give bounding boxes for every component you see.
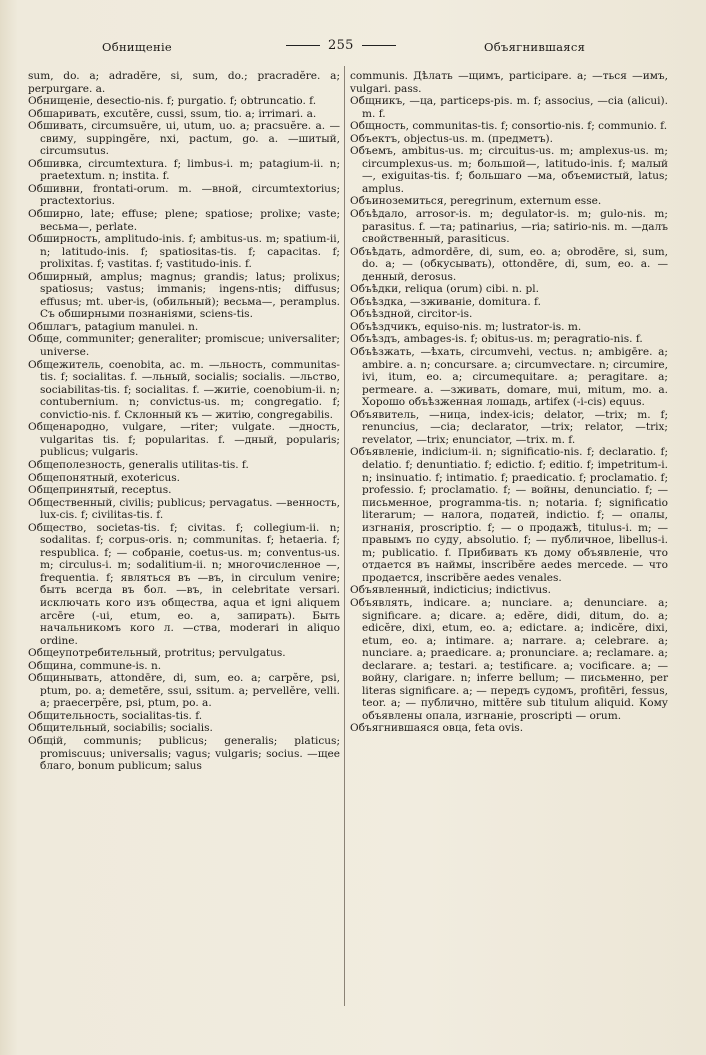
dictionary-entry: Общепринятый, receptus. <box>28 484 172 497</box>
header-rule-right <box>362 45 396 46</box>
dictionary-entry: Обшаривать, excutĕre, cussi, ssum, tio. a; irrimari. a. <box>28 107 317 120</box>
dictionary-entry: Объѣзжать, —ѣхать, circumvehi, vectus. n; ambigēre. a; ambire. a. n; concursare. a; circumvectare. n; circumire, ivi, itum, eo. a; circumequitare. a; peragitare. a; permeare. a. —зживать, domare, mui, mitum, mo. a. Хорошо объѣзженная лошадь, artifex (-i-cis) equus. <box>350 346 668 409</box>
dictionary-entry: Общежитель, coenobita, ac. m. —льность, communitas-tis. f; socialitas. f. —льный, socialis; socialis. —льство, sociabilitas-tis. f; socialitas. f. —житіе, coenobium-ii. n; contubernium. n; convictus-us. m; congregatio. f; convictio-nis. f. Склонный къ — житію, congregabilis. <box>28 358 340 421</box>
header-left-word: Обнищеніе <box>102 40 173 54</box>
dictionary-entry: Объѣдать, admordēre, di, sum, eo. a; obrodēre, si, sum, do. a; — (обкусывать), ottondēre, di, sum, eo. a. —денный, derosus. <box>350 245 668 283</box>
dictionary-entry: Обшивать, circumsuĕre, ui, utum, uo. a; pracsuĕre. a. — свиму, suppingĕre, nxi, pactum, go. a. —шитый, circumsutus. <box>28 120 340 158</box>
dictionary-entry: Объиноземиться, peregrinum, externum esse. <box>350 195 602 208</box>
dictionary-entry: Общій, communis; publicus; generalis; platicus; promiscuus; universalis; vagus; vulgaris; socius. —щее благо, bonum publicum; salus <box>28 734 340 773</box>
dictionary-entry: Общинывать, attondēre, di, sum, eo. a; carpĕre, psi, ptum, po. a; demetĕre, ssui, ssitum. a; pervellĕre, velli. a; praecerpĕre, psi, ptum, po. a. <box>28 672 340 710</box>
dictionary-entry: Объягнившаяся овца, feta ovis. <box>350 722 524 735</box>
dictionary-entry: Объѣздка, —зживаніе, domitura. f. <box>350 295 541 308</box>
page-header <box>0 38 706 58</box>
dictionary-entry: Общеполезность, generalis utilitas-tis. f. <box>28 458 249 471</box>
dictionary-entry: Общенародно, vulgare, —riter; vulgate. —дность, vulgaritas tis. f; popularitas. f. —дный, popularis; publicus; vulgaris. <box>28 421 340 459</box>
dictionary-entry: Объявлять, indicare. a; nunciare. a; denunciare. a; significare. a; dicare. a; edĕre, didi, ditum, do. a; edicĕre, dixi, etum, eo. a; edictare. a; indicĕre, dixi, etum, eo. a; intimare. a; narrare. a; celebrare. a; nunciare. a; praedicare. a; pronunciare. a; reclamare. a; declarare. a; testari. a; testificare. a; vocificare. a; — войну, clarigare. n; inferre bellum; — письменно, per literas significare. a; — передъ судомъ, profitēri, fessus, teor. a; — публично, mittĕre sub titulum aliquid. Кому объявлены опала, изгнаніе, proscripti — orum. <box>350 596 668 722</box>
dictionary-entry: Обнищеніе, desectio-nis. f; purgatio. f; obtruncatio. f. <box>28 95 317 108</box>
left-column <box>28 70 340 773</box>
dictionary-entry: Община, commune-is. n. <box>28 659 162 672</box>
header-page-number-group <box>278 38 404 53</box>
dictionary-entry: Объектъ, objectus-us. m. (предметъ). <box>350 132 554 145</box>
dictionary-entry: Обшивни, frontati-orum. m. —вной, circumtextorius; practextorius. <box>28 182 340 208</box>
header-rule-left <box>286 45 320 46</box>
dictionary-entry: Объѣздъ, ambages-is. f; obitus-us. m; peragratio-nis. f. <box>350 333 643 346</box>
dictionary-entry: Обширный, amplus; magnus; grandis; latus; prolixus; spatiosus; vastus; immanis; ingens-ntis; diffusus; effusus; mt. uber-is, (обильный); весьма—, peramplus. Съ обширными познаніями, sciens-tis. <box>28 270 340 321</box>
dictionary-entry: Объявленіе, indicium-ii. n; significatio-nis. f; declaratio. f; delatio. f; denuntiatio. f; edictio. f; editio. f; impetritum-i. n; insinuatio. f; intimatio. f; praedicatio. f; proclamatio. f; professio. f; proclamatio. f; — войны, denunciatio. f; — письменное, programma-tis. n; notaria. f; significatio literarum; — налога, податей, indictio. f; — опалы, изгнанія, proscriptio. f; — о продажѣ, titulus-i. m; — правымъ по суду, absolutio. f; — публичное, libellus-i. m; publicatio. f. Прибивать къ дому объявленіе, что отдается въ наймы, inscribĕre aedes mercede. — что продается, inscribĕre aedes venales. <box>350 446 668 584</box>
dictionary-entry: communis. Дѣлать —щимъ, participare. a; —ться —имъ, vulgari. pass. <box>350 70 668 95</box>
dictionary-entry: Обширно, late; effuse; plene; spatiose; prolixe; vaste; весьма—, perlate. <box>28 208 340 233</box>
dictionary-entry: Обшивка, circumtextura. f; limbus-i. m; patagium-ii. n; praetextum. n; instita. f. <box>28 157 340 183</box>
dictionary-entry: Объявленный, indicticius; indictivus. <box>350 584 551 597</box>
dictionary-entry: Объѣздчикъ, equiso-nis. m; lustrator-is. m. <box>350 320 582 333</box>
dictionary-entry: Объѣздной, circitor-is. <box>350 308 473 321</box>
dictionary-entry: Общникъ, —ца, particeps-pis. m. f; associus, —cia (alicui). m. f. <box>350 95 668 120</box>
dictionary-entry: Общественный, civilis; publicus; pervagatus. —венность, lux-cis. f; civilitas-tis. f. <box>28 496 340 522</box>
dictionary-entry: Обширность, amplitudo-inis. f; ambitus-us. m; spatium-ii, n; latitudo-inis. f; spatiositas-tis. f; capacitas. f; prolixitas. f; vastitas. f; vastitudo-inis. f. <box>28 233 340 271</box>
dictionary-entry: Общепонятный, exotericus. <box>28 471 180 484</box>
dictionary-entry: Объемъ, ambitus-us. m; circuitus-us. m; amplexus-us. m; circumplexus-us. m; большой—, latitudo-inis. f; малый —, exiguitas-tis. f; большаго —ма, объемистый, latus; amplus. <box>350 145 668 195</box>
dictionary-entry: Общество, societas-tis. f; civitas. f; collegium-ii. n; sodalitas. f; corpus-oris. n; communitas. f; hetaeria. f; respublica. f; — собраніе, coetus-us. m; conventus-us. m; circulus-i. m; sodalitium-ii. n; многочисленное —, frequentia. f; являться въ —въ, in circulum venire; быть всегда въ бол. —въ, in celebritate versari. исключать кого изъ общества, aqua et igni aliquem arcēre (-ui, etum, eo. a, запирать). Быть начальникомъ кого л. —ства, moderari in aliquo ordine. <box>28 521 340 647</box>
dictionary-entry: Общность, communitas-tis. f; consortio-nis. f; communio. f. <box>350 120 668 133</box>
dictionary-entry: Объѣдало, arrosor-is. m; degulator-is. m; gulo-nis. m; parasitus. f. —та; patinarius, —ria; satirio-nis. m. —далъ свойственный, parasiticus. <box>350 208 668 246</box>
dictionary-entry: sum, do. a; adradĕre, si, sum, do.; pracradĕre. a; perpurgare. a. <box>28 70 340 95</box>
dictionary-entry: Общеупотребительный, protritus; pervulgatus. <box>28 647 286 660</box>
column-divider <box>344 66 345 1006</box>
dictionary-entry: Обшлагъ, patagium manulei. n. <box>28 320 199 333</box>
header-right-word: Объягнившаяся <box>484 40 586 54</box>
dictionary-entry: Общительный, sociabilis; socialis. <box>28 722 213 735</box>
dictionary-entry: Обще, communiter; generaliter; promiscue; universaliter; universe. <box>28 333 340 359</box>
page-number: 255 <box>328 38 354 53</box>
dictionary-entry: Объявитель, —ница, index-icis; delator, —trix; m. f; renuncius, —cia; declarator, —trix; relator, —trix; revelator, —trix; enunciator, —trix. m. f. <box>350 408 668 446</box>
dictionary-entry: Объѣдки, reliqua (orum) cibi. n. pl. <box>350 283 539 296</box>
dictionary-entry: Общительность, socialitas-tis. f. <box>28 709 203 722</box>
right-column <box>350 70 668 735</box>
